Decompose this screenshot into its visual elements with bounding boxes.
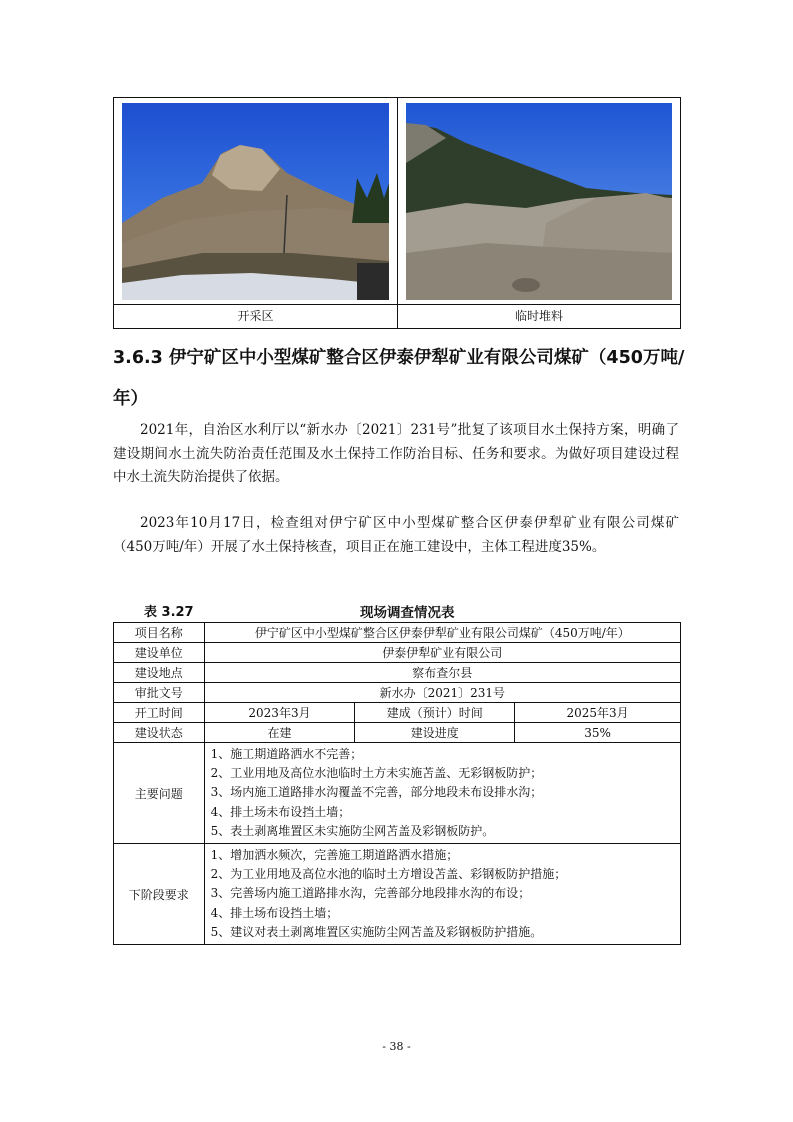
table-row (114, 663, 681, 683)
photo-cell-stockpile (398, 98, 680, 304)
cell-value: 35% (515, 723, 681, 743)
list-item: 2、为工业用地及高位水池的临时土方增设苫盖、彩钢板防护措施； (210, 867, 567, 882)
paragraph-inspection: 2023年10月17日，检查组对伊宁矿区中小型煤矿整合区伊泰伊犁矿业有限公司煤矿（450万吨/年）开展了水土保持核查，项目正在施工建设中，主体工程进度35%。 (113, 515, 679, 555)
cell-label: 主要问题 (114, 743, 205, 844)
issues-list (204, 743, 680, 844)
cell-value: 2025年3月 (515, 703, 681, 723)
list-item: 5、建议对表土剥离堆置区实施防尘网苫盖及彩钢板防护措施。 (210, 924, 543, 939)
table-row (114, 623, 681, 643)
mining-area-photo (122, 103, 389, 300)
photo-cell-mining-area (114, 98, 398, 304)
cell-label: 建设进度 (355, 723, 515, 743)
paragraph-approval: 2021年，自治区水利厅以“新水办〔2021〕231号”批复了该项目水土保持方案，明确了建设期间水土流失防治责任范围及水土保持工作防治目标、任务和要求。为做好项目建设过程中水土流失防治提供了依据。 (113, 422, 679, 485)
table-row (114, 723, 681, 743)
cell-label: 审批文号 (114, 683, 205, 703)
cell-label: 下阶段要求 (114, 844, 205, 945)
cell-label: 项目名称 (114, 623, 205, 643)
table-row-issues (114, 743, 681, 844)
table-number: 表 3.27 (144, 605, 194, 620)
survey-table (113, 622, 681, 945)
page-number: - 38 - (382, 1040, 411, 1053)
table-title: 现场调查情况表 (360, 605, 455, 621)
list-item: 3、完善场内施工道路排水沟，完善部分地段排水沟的布设； (210, 886, 531, 901)
list-item: 2、工业用地及高位水池临时土方未实施苫盖、无彩钢板防护； (210, 766, 543, 781)
cell-label: 建成（预计）时间 (355, 703, 515, 723)
cell-value: 伊泰伊犁矿业有限公司 (204, 643, 680, 663)
cell-label: 开工时间 (114, 703, 205, 723)
cell-label: 建设单位 (114, 643, 205, 663)
photo-caption-row (114, 304, 680, 328)
list-item: 5、表土剥离堆置区未实施防尘网苫盖及彩钢板防护。 (210, 823, 495, 838)
photo-caption-right: 临时堆料 (514, 309, 563, 323)
stockpile-photo (406, 103, 672, 300)
cell-value: 在建 (204, 723, 355, 743)
section-heading: 3.6.3 伊宁矿区中小型煤矿整合区伊泰伊犁矿业有限公司煤矿（450万吨/年） (113, 348, 685, 409)
list-item: 3、场内施工道路排水沟覆盖不完善，部分地段未布设排水沟； (210, 785, 543, 800)
cell-label: 建设状态 (114, 723, 205, 743)
cell-value: 伊宁矿区中小型煤矿整合区伊泰伊犁矿业有限公司煤矿（450万吨/年） (204, 623, 680, 643)
table-row (114, 643, 681, 663)
list-item: 4、排土场未布设挡土墙； (210, 804, 351, 819)
next-steps-list (204, 844, 680, 945)
list-item: 1、增加洒水频次，完善施工期道路洒水措施； (210, 848, 459, 863)
photo-caption-left: 开采区 (114, 305, 398, 328)
table-row-next (114, 844, 681, 945)
cell-value: 新水办〔2021〕231号 (204, 683, 680, 703)
table-row (114, 703, 681, 723)
list-item: 1、施工期道路洒水不完善； (210, 747, 363, 761)
table-row (114, 683, 681, 703)
photo-table (113, 97, 681, 329)
list-item: 4、排土场布设挡土墙； (210, 905, 339, 920)
cell-label: 建设地点 (114, 663, 205, 683)
cell-value: 2023年3月 (204, 703, 355, 723)
cell-value: 察布查尔县 (204, 663, 680, 683)
